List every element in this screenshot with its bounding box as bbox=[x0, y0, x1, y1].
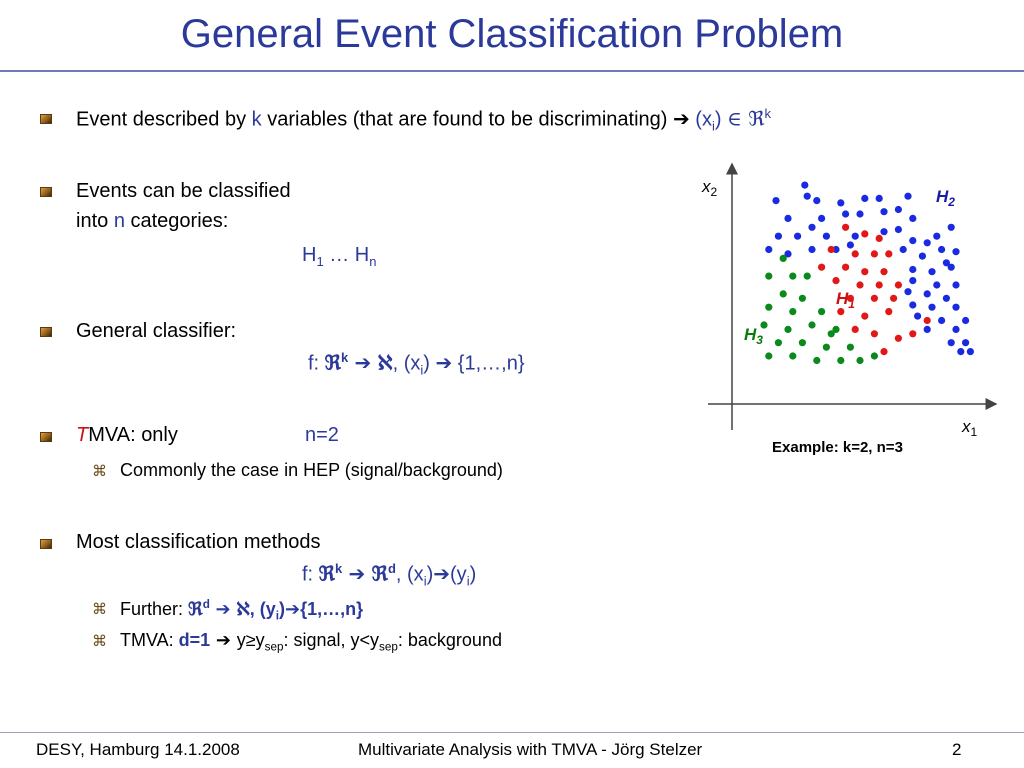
sub-bullet-further bbox=[120, 598, 363, 623]
yi-subscript: i bbox=[275, 609, 280, 623]
bullet-icon bbox=[40, 432, 52, 442]
text-segment: : signal, y<y bbox=[283, 630, 380, 650]
bullet-events-classified-line2 bbox=[76, 210, 228, 233]
scatter-point-h3 bbox=[799, 339, 806, 346]
real-space-exponent: d bbox=[202, 598, 210, 611]
arrow-icon: ➔ bbox=[342, 561, 372, 586]
scatter-point-h2 bbox=[856, 210, 863, 217]
classifier-formula bbox=[308, 350, 525, 378]
scatter-point-h2 bbox=[909, 237, 916, 244]
scatter-point-h3 bbox=[837, 357, 844, 364]
scatter-point-h3 bbox=[789, 352, 796, 359]
scatter-point-h3 bbox=[804, 273, 811, 280]
scatter-point-h2 bbox=[794, 233, 801, 240]
methods-formula bbox=[302, 561, 476, 589]
scatter-point-h1 bbox=[861, 268, 868, 275]
scatter-point-h2 bbox=[904, 288, 911, 295]
scatter-point-h2 bbox=[914, 313, 921, 320]
scatter-point-h1 bbox=[876, 235, 883, 242]
h1-subscript: 1 bbox=[316, 254, 324, 269]
text-segment: TMVA: bbox=[120, 630, 179, 650]
scatter-point-h2 bbox=[772, 197, 779, 204]
scatter-point-h2 bbox=[938, 317, 945, 324]
scatter-point-h2 bbox=[952, 304, 959, 311]
scatter-point-h3 bbox=[828, 330, 835, 337]
scatter-point-h2 bbox=[837, 199, 844, 206]
scatter-point-h3 bbox=[765, 273, 772, 280]
text-segment: , (x bbox=[395, 563, 424, 586]
title-divider bbox=[0, 70, 1024, 72]
real-space-exponent: k bbox=[334, 561, 343, 576]
scatter-point-h2 bbox=[775, 233, 782, 240]
h3-region-label: $H_3$ bbox=[744, 325, 763, 347]
scatter-point-h3 bbox=[780, 290, 787, 297]
sub-bullet-icon: ⌘ bbox=[92, 632, 107, 650]
h-symbol: H bbox=[302, 244, 317, 266]
scatter-point-h2 bbox=[876, 195, 883, 202]
scatter-point-h2 bbox=[895, 206, 902, 213]
category-set: {1,…,n} bbox=[452, 352, 525, 375]
aleph-symbol: ℵ bbox=[377, 350, 393, 375]
real-space-exponent: k bbox=[340, 350, 349, 365]
bullet-most-methods: Most classification methods bbox=[76, 531, 321, 553]
scatter-point-h2 bbox=[847, 241, 854, 248]
scatter-point-h2 bbox=[852, 233, 859, 240]
sub-bullet-icon: ⌘ bbox=[92, 600, 107, 618]
arrow-icon: ➔ bbox=[209, 599, 237, 620]
scatter-point-h1 bbox=[832, 277, 839, 284]
scatter-point-h1 bbox=[856, 281, 863, 288]
scatter-point-h2 bbox=[948, 264, 955, 271]
scatter-point-h2 bbox=[952, 326, 959, 333]
scatter-point-h2 bbox=[948, 224, 955, 231]
scatter-point-h2 bbox=[765, 246, 772, 253]
scatter-point-h2 bbox=[952, 248, 959, 255]
n-equals-2: n=2 bbox=[305, 424, 339, 446]
scatter-point-h1 bbox=[880, 348, 887, 355]
scatter-point-h1 bbox=[818, 264, 825, 271]
scatter-point-h1 bbox=[852, 250, 859, 257]
text-segment: Event described by bbox=[76, 108, 252, 131]
scatter-point-h2 bbox=[808, 246, 815, 253]
scatter-point-h2 bbox=[948, 339, 955, 346]
scatter-point-h2 bbox=[924, 326, 931, 333]
real-space-exponent: d bbox=[387, 561, 396, 576]
scatter-point-h1 bbox=[924, 317, 931, 324]
scatter-point-h2 bbox=[952, 281, 959, 288]
classification-scatter-plot bbox=[700, 160, 1000, 460]
categories-formula bbox=[302, 244, 376, 269]
scatter-point-h1 bbox=[861, 313, 868, 320]
text-segment: ) bbox=[469, 563, 477, 586]
bullet-icon bbox=[40, 187, 52, 197]
h1-region-label: $H_1$ bbox=[836, 289, 855, 311]
bullet-icon bbox=[40, 539, 52, 549]
ellipsis-h: … H bbox=[323, 244, 370, 266]
scatter-point-h3 bbox=[818, 308, 825, 315]
scatter-point-h2 bbox=[813, 197, 820, 204]
sub-bullet-hep: Commonly the case in HEP (signal/background) bbox=[120, 460, 503, 480]
y-axis-label: $x_2$ bbox=[702, 177, 718, 199]
xi-close: ) bbox=[714, 108, 728, 131]
scatter-point-h2 bbox=[909, 277, 916, 284]
arrow-icon: ➔ bbox=[672, 106, 690, 131]
scatter-point-h2 bbox=[904, 193, 911, 200]
scatter-point-h3 bbox=[760, 321, 767, 328]
scatter-point-h3 bbox=[799, 295, 806, 302]
scatter-point-h2 bbox=[861, 195, 868, 202]
scatter-point-h3 bbox=[765, 352, 772, 359]
footer-left: DESY, Hamburg 14.1.2008 bbox=[36, 740, 240, 759]
scatter-point-h2 bbox=[895, 226, 902, 233]
scatter-point-h1 bbox=[895, 281, 902, 288]
variable-n: n bbox=[113, 210, 125, 232]
xi-subscript: i bbox=[420, 362, 424, 378]
scatter-point-h1 bbox=[842, 264, 849, 271]
sep-subscript: sep bbox=[264, 640, 284, 654]
scatter-point-h3 bbox=[789, 273, 796, 280]
real-space-exponent: k bbox=[764, 106, 772, 121]
scatter-point-h1 bbox=[871, 330, 878, 337]
scatter-point-h2 bbox=[962, 317, 969, 324]
xi-subscript: i bbox=[423, 573, 427, 589]
scatter-point-h1 bbox=[890, 295, 897, 302]
bullet-events-classified-line1: Events can be classified bbox=[76, 180, 291, 202]
scatter-point-h3 bbox=[765, 304, 772, 311]
xi-subscript: i bbox=[711, 118, 715, 134]
scatter-point-h1 bbox=[828, 246, 835, 253]
element-of-symbol: ∈ bbox=[727, 106, 742, 131]
text-segment: , (x bbox=[392, 352, 421, 375]
text-segment: f: bbox=[308, 352, 325, 375]
real-space-symbol: ℜ bbox=[741, 106, 765, 131]
bullet-icon bbox=[40, 327, 52, 337]
text-segment: variables (that are found to be discriminating) bbox=[261, 108, 673, 131]
scatter-point-h2 bbox=[808, 224, 815, 231]
scatter-point-h2 bbox=[909, 301, 916, 308]
tmva-t-letter: T bbox=[76, 424, 89, 446]
hn-subscript: n bbox=[369, 254, 377, 269]
slide-number: 2 bbox=[952, 740, 962, 759]
scatter-point-h2 bbox=[928, 268, 935, 275]
category-set: {1,…,n} bbox=[300, 599, 364, 619]
scatter-point-h1 bbox=[876, 281, 883, 288]
real-space-symbol: ℜ bbox=[371, 561, 388, 586]
scatter-point-h2 bbox=[818, 215, 825, 222]
h2-region-label: $H_2$ bbox=[936, 187, 955, 209]
scatter-point-h3 bbox=[784, 326, 791, 333]
sub-bullet-icon: ⌘ bbox=[92, 462, 107, 480]
text-segment: into bbox=[76, 210, 114, 232]
scatter-point-h2 bbox=[919, 253, 926, 260]
text-segment: categories: bbox=[124, 210, 229, 232]
d-equals-1: d=1 bbox=[178, 630, 211, 650]
text-segment: f: bbox=[302, 563, 319, 586]
scatter-point-h3 bbox=[847, 344, 854, 351]
scatter-point-h1 bbox=[895, 335, 902, 342]
scatter-point-h3 bbox=[871, 352, 878, 359]
scatter-point-h3 bbox=[856, 357, 863, 364]
scatter-point-h1 bbox=[885, 308, 892, 315]
scatter-point-h3 bbox=[808, 321, 815, 328]
text-segment: Further: bbox=[120, 599, 189, 619]
scatter-point-h1 bbox=[852, 326, 859, 333]
scatter-point-h2 bbox=[804, 193, 811, 200]
sub-bullet-tmva-d1 bbox=[120, 630, 502, 654]
scatter-point-h2 bbox=[784, 215, 791, 222]
scatter-point-h2 bbox=[928, 304, 935, 311]
arrow-icon: ➔ bbox=[435, 350, 453, 375]
scatter-point-h2 bbox=[842, 210, 849, 217]
bullet-icon bbox=[40, 114, 52, 124]
scatter-point-h2 bbox=[938, 246, 945, 253]
scatter-point-h3 bbox=[775, 339, 782, 346]
arrow-icon: ➔ bbox=[348, 350, 378, 375]
scatter-point-h2 bbox=[909, 215, 916, 222]
scatter-point-h2 bbox=[900, 246, 907, 253]
scatter-point-h2 bbox=[823, 233, 830, 240]
scatter-point-h2 bbox=[880, 228, 887, 235]
scatter-point-h1 bbox=[861, 230, 868, 237]
scatter-point-h2 bbox=[801, 182, 808, 189]
text-segment: ) bbox=[426, 563, 434, 586]
scatter-point-h1 bbox=[880, 268, 887, 275]
scatter-point-h1 bbox=[909, 330, 916, 337]
real-space-symbol: ℜ bbox=[188, 599, 203, 620]
footer-divider bbox=[0, 732, 1024, 733]
variable-k: k bbox=[251, 108, 262, 131]
scatter-point-h2 bbox=[933, 281, 940, 288]
plot-caption: Example: k=2, n=3 bbox=[772, 439, 903, 456]
scatter-point-h3 bbox=[789, 308, 796, 315]
xi-symbol: (x bbox=[689, 108, 712, 131]
scatter-point-h1 bbox=[842, 224, 849, 231]
scatter-point-h2 bbox=[943, 295, 950, 302]
text-segment: ℵ, (y bbox=[236, 599, 276, 619]
scatter-point-h2 bbox=[962, 339, 969, 346]
scatter-point-h2 bbox=[957, 348, 964, 355]
scatter-point-h3 bbox=[813, 357, 820, 364]
scatter-point-h2 bbox=[924, 239, 931, 246]
bullet-general-classifier: General classifier: bbox=[76, 320, 237, 342]
scatter-point-h2 bbox=[924, 290, 931, 297]
scatter-point-h1 bbox=[837, 308, 844, 315]
sep-subscript: sep bbox=[379, 640, 398, 654]
arrow-icon: ➔ bbox=[285, 599, 301, 620]
scatter-point-h3 bbox=[823, 344, 830, 351]
scatter-point-h1 bbox=[885, 250, 892, 257]
scatter-point-h2 bbox=[880, 208, 887, 215]
bullet-event-described bbox=[76, 106, 771, 134]
arrow-icon: ➔ bbox=[210, 630, 237, 651]
real-space-symbol: ℜ bbox=[318, 561, 335, 586]
text-segment: MVA: only bbox=[88, 424, 178, 446]
text-segment: : background bbox=[397, 630, 502, 650]
text-segment: (y bbox=[450, 563, 467, 586]
scatter-point-h1 bbox=[871, 250, 878, 257]
scatter-point-h1 bbox=[871, 295, 878, 302]
arrow-icon: ➔ bbox=[433, 561, 451, 586]
scatter-point-h2 bbox=[967, 348, 974, 355]
bullet-tmva-only bbox=[76, 424, 178, 447]
text-segment: ) bbox=[423, 352, 436, 375]
footer-center: Multivariate Analysis with TMVA - Jörg Stelzer bbox=[358, 740, 703, 759]
scatter-point-h3 bbox=[780, 255, 787, 262]
scatter-point-h2 bbox=[909, 266, 916, 273]
scatter-point-h2 bbox=[933, 233, 940, 240]
scatter-points bbox=[760, 182, 974, 365]
x-axis-label: $x_1$ bbox=[962, 417, 978, 439]
real-space-symbol: ℜ bbox=[324, 350, 341, 375]
yi-subscript: i bbox=[466, 573, 470, 589]
text-segment: ) bbox=[279, 599, 286, 619]
text-segment: y≥y bbox=[236, 630, 265, 650]
slide-title: General Event Classification Problem bbox=[180, 12, 844, 56]
